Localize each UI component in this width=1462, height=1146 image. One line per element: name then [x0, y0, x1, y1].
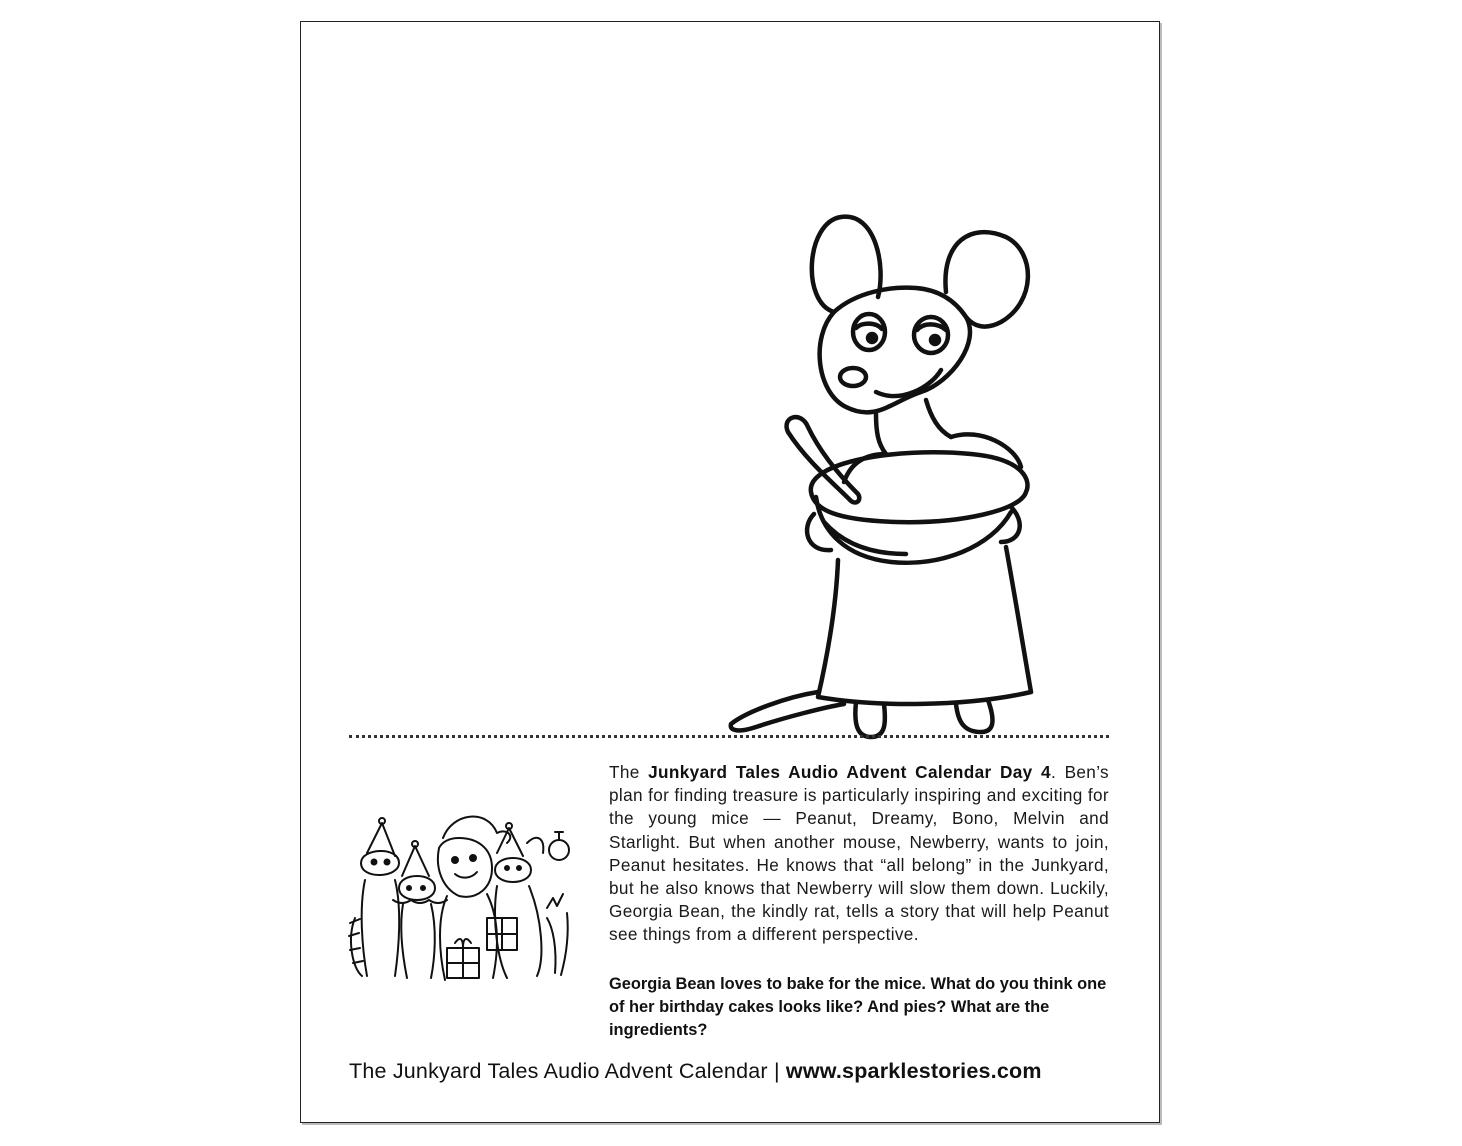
- mouse-with-bowl-illustration: [726, 192, 1056, 740]
- footer-url: www.sparklestories.com: [785, 1059, 1042, 1083]
- story-title: Junkyard Tales Audio Advent Calendar Day 4: [648, 762, 1051, 782]
- junkyard-animals-illustration: [347, 808, 577, 988]
- footer-separator: |: [767, 1059, 786, 1083]
- story-intro: The: [609, 762, 649, 782]
- page-footer: [349, 1057, 1109, 1085]
- dotted-divider: [349, 735, 1109, 738]
- document-page: [300, 21, 1160, 1123]
- story-paragraph: [609, 761, 1109, 947]
- story-body: . Ben’s plan for finding treasure is particularly inspiring and exciting for the young mice — Peanut, Dreamy, Bono, Melvin and Starlight. But when another mouse, Newberry, wants to join, Peanut hesitates. He knows that “all belong” in the Junkyard, but he also knows that Newberry will slow them down. Luckily, Georgia Bean, the kindly rat, tells a story that will help Peanut see things from a different perspective.: [609, 762, 1109, 945]
- story-description: [609, 761, 1109, 947]
- discussion-question: Georgia Bean loves to bake for the mice. What do you think one of her birthday cakes looks like? And pies? What are the ingredients?: [609, 975, 1107, 1039]
- footer-title: The Junkyard Tales Audio Advent Calendar: [349, 1059, 768, 1083]
